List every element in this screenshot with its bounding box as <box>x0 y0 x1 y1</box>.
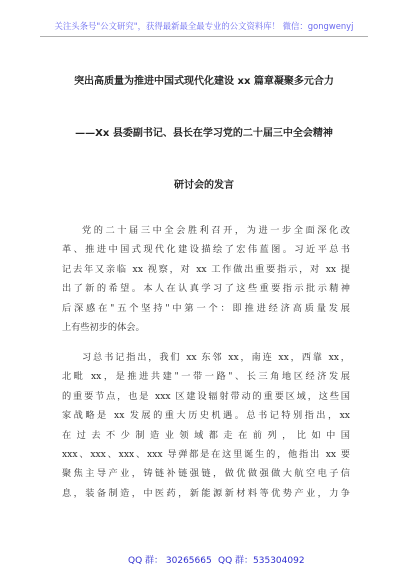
document-title: 突出高质量为推进中国式现代化建设 xx 篇章凝聚多元合力 <box>74 76 334 87</box>
paragraph-line: 聚焦主导产业，铸链补链强链，做优做强做大航空电子信 <box>62 468 350 480</box>
paragraph-line: 家战略是 xx 发展的重大历史机遇。总书记特别指出，xx <box>62 410 350 422</box>
paragraph-line: 的重要节点，也是 xxx 区建设辐射带动的重要区域，这些国 <box>62 390 350 402</box>
footer-qq-group-2: QQ 群：535304092 <box>218 556 305 566</box>
paragraph-line: 北毗 xx，是推进共建"一带一路"、长三角地区经济发展 <box>62 371 350 383</box>
paragraph-line: 后深感在"五个坚持"中第一个：即推进经济高质量发展 <box>62 302 350 314</box>
header-notice: 关注头条号"公文研究"，获得最新最全最专业的公文资料库！ 微信：gongwenyj <box>54 21 354 31</box>
paragraph-line: 息，装备制造，中医药，新能源新材料等优势产业，力争 <box>62 487 350 499</box>
document-subtitle-continued: 研讨会的发言 <box>174 180 234 191</box>
body-paragraph-2 <box>62 348 350 503</box>
paragraph-line: xxx、xxx、xxx、xxx 导弹都是在这里诞生的，他指出 xx 要 <box>62 448 350 460</box>
paragraph-line: 记去年又亲临 xx 视察，对 xx 工作做出重要指示，对 xx 提 <box>62 263 350 275</box>
paragraph-line: 在过去不少制造业领域都走在前列，比如中国 <box>62 429 350 441</box>
header-divider <box>40 36 368 37</box>
document-subtitle: ——Xx 县委副书记、县长在学习党的二十届三中全会精神 <box>75 128 333 139</box>
paragraph-line: 习总书记指出，我们 xx 东邻 xx，南连 xx，西靠 xx， <box>82 352 350 363</box>
paragraph-line: 革、推进中国式现代化建设描绘了宏伟蓝图。习近平总书 <box>62 244 350 256</box>
footer-qq-group-1: QQ 群： 30265665 <box>128 556 212 566</box>
body-paragraph-1 <box>62 221 350 337</box>
paragraph-line: 出了新的希望。本人在认真学习了这些重要指示批示精神 <box>62 283 350 295</box>
paragraph-line: 党的二十届三中全会胜利召开，为进一步全面深化改 <box>82 225 350 236</box>
paragraph-line: 上有些初步的体会。 <box>62 321 145 333</box>
